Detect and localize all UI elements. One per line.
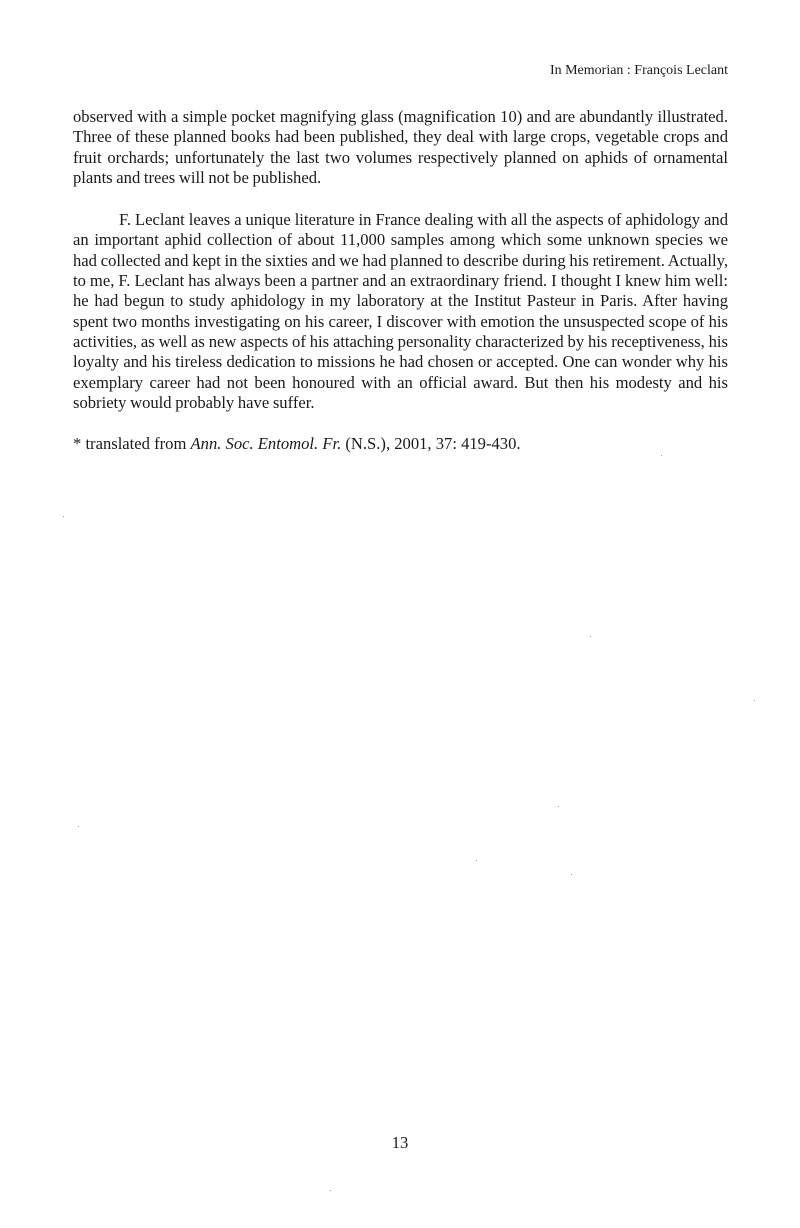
footnote-prefix: * translated from: [73, 434, 191, 454]
scan-speck: [78, 826, 79, 827]
scan-speck: [476, 860, 477, 861]
footnote-suffix: (N.S.), 2001, 37: 419-430.: [341, 434, 521, 454]
scan-speck: [590, 636, 591, 637]
scan-speck: [330, 1190, 331, 1191]
footnote-journal: Ann. Soc. Entomol. Fr.: [190, 434, 342, 454]
page-number: 13: [391, 1133, 409, 1152]
running-header: In Memorian : François Leclant: [549, 63, 728, 78]
body-text: [73, 107, 728, 454]
paragraph-continuation: observed with a simple pocket magnifying glass (magnification 10) and are abundantly illustrated. Three of these planned books had been published, they deal with large crops, vegetable crops and fruit orchards; unfortunately the last two volumes respectively planned on aphids of ornamental plants and trees will not be published.: [73, 107, 728, 187]
paragraph-leclant-tribute: F. Leclant leaves a unique literature in France dealing with all the aspects of aphidology and an important aphid collection of about 11,000 samples among which some unknown species we had collected and kept in the sixties and we had planned to describe during his retirement. Actually, to me, F. Leclant has always been a partner and an extraordinary friend. I thought I knew him well: he had begun to study aphidology in my laboratory at the Institut Pasteur in Paris. After having spent two months investigating on his career, I discover with emotion the unsuspected scope of his activities, as well as new aspects of his attaching personality characterized by his receptiveness, his loyalty and his tireless dedication to missions he had chosen or accepted. One can wonder why his exemplary career had not been honoured with an official award. But then his modesty and his sobriety would probably have suffer.: [73, 210, 728, 412]
scan-speck: [558, 806, 559, 807]
scan-speck: [754, 700, 755, 701]
scan-speck: [571, 874, 572, 875]
scan-speck: [661, 455, 662, 456]
translation-footnote: [73, 434, 728, 454]
scan-speck: [63, 516, 64, 517]
